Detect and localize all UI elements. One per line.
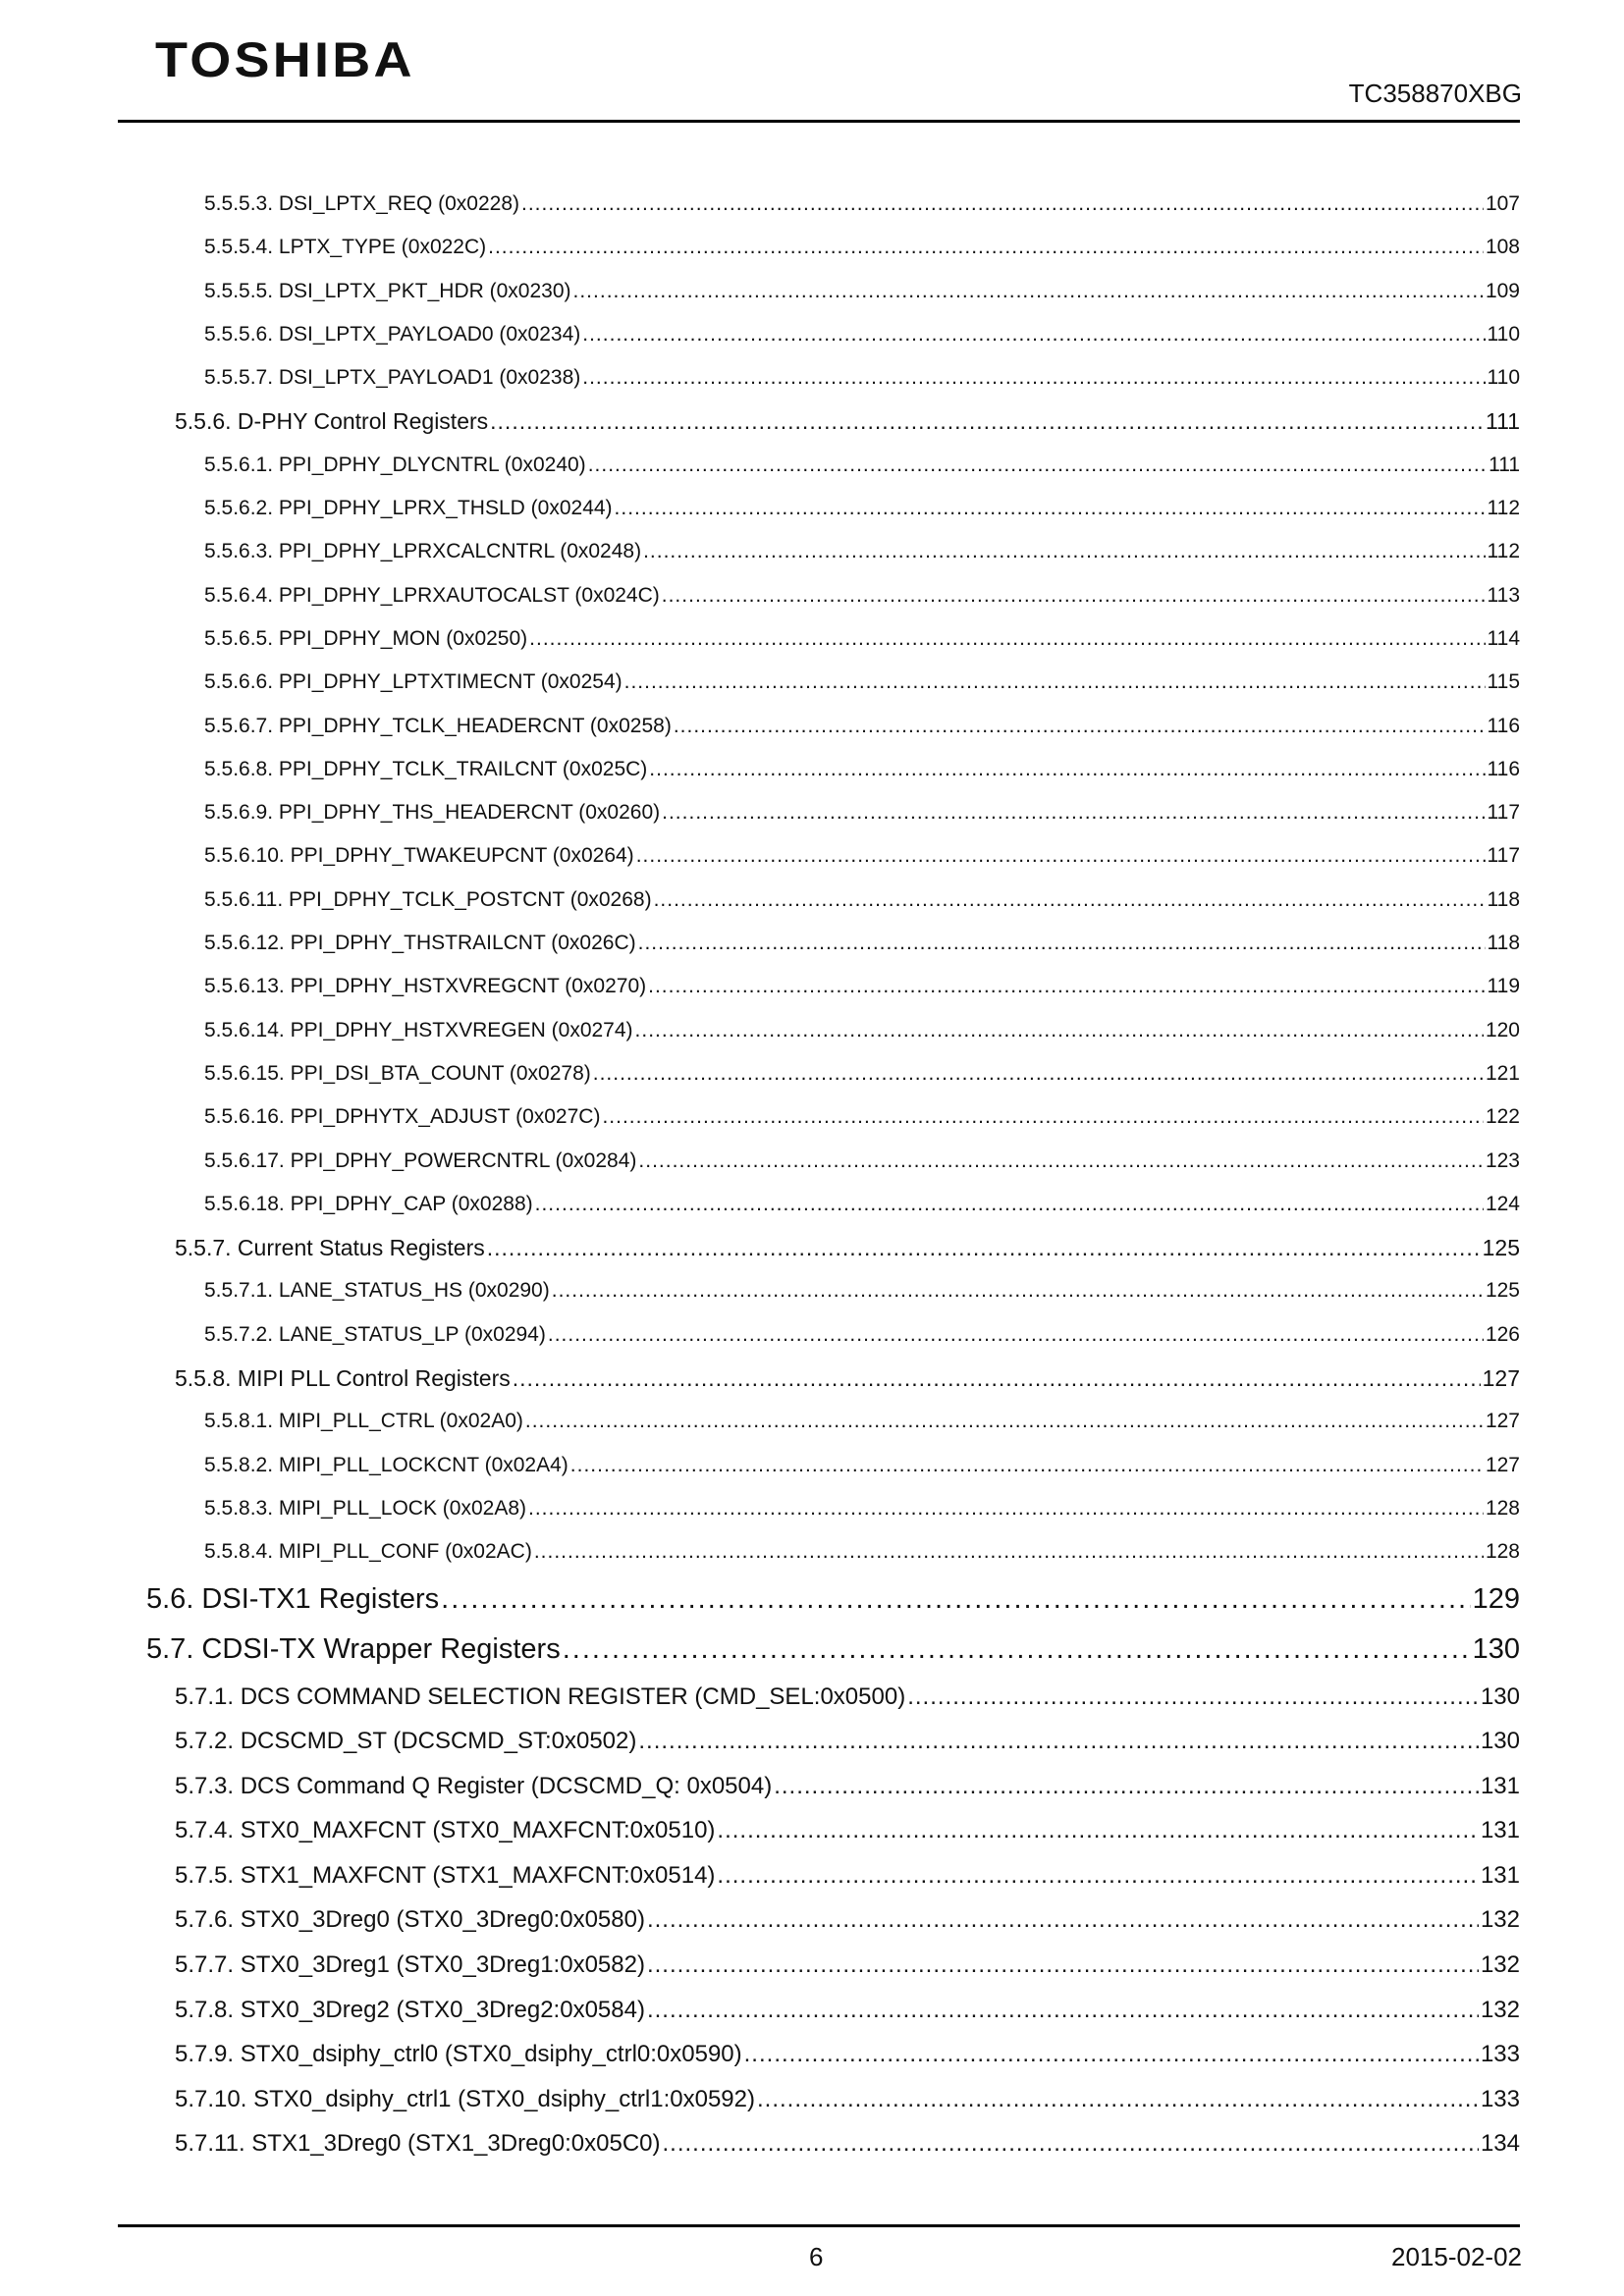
toc-entry-title: 5.5.6. D-PHY Control Registers xyxy=(175,408,489,435)
toc-entry[interactable] xyxy=(0,965,1624,1008)
toc-entry-page: 130 xyxy=(1480,1682,1520,1710)
toc-dot-leader xyxy=(649,748,1485,791)
toc-entry[interactable] xyxy=(0,922,1624,965)
toc-entry[interactable] xyxy=(0,1095,1624,1139)
toc-entry-page: 116 xyxy=(1487,714,1520,737)
toc-entry[interactable] xyxy=(0,1313,1624,1357)
page-number: 6 xyxy=(809,2242,824,2271)
toc-entry-title: 5.5.6.17. PPI_DPHY_POWERCNTRL (0x0284) xyxy=(204,1148,637,1172)
toc-dot-leader xyxy=(638,1140,1484,1183)
toc-dot-leader xyxy=(490,400,1484,443)
toc-entry-page: 134 xyxy=(1480,2130,1520,2158)
toc-entry-title: 5.5.6.9. PPI_DPHY_THS_HEADERCNT (0x0260) xyxy=(204,801,661,825)
toc-entry[interactable] xyxy=(0,400,1624,443)
toc-entry-title: 5.7.9. STX0_dsiphy_ctrl0 (STX0_dsiphy_ctrl0:0x0590) xyxy=(175,2041,742,2068)
document-id: TC358870XBG xyxy=(1348,79,1522,108)
toc-entry-title: 5.6. DSI-TX1 Registers xyxy=(146,1582,440,1615)
toc-entry-page: 110 xyxy=(1487,322,1520,346)
toc-dot-leader xyxy=(744,2032,1479,2077)
toc-dot-leader xyxy=(521,183,1484,226)
toc-dot-leader xyxy=(525,1400,1484,1443)
toc-dot-leader xyxy=(588,444,1487,487)
toc-entry[interactable] xyxy=(0,1400,1624,1443)
toc-entry-title: 5.5.5.3. DSI_LPTX_REQ (0x0228) xyxy=(204,192,519,215)
toc-entry-page: 126 xyxy=(1485,1322,1520,1346)
toc-entry-title: 5.5.6.5. PPI_DPHY_MON (0x0250) xyxy=(204,626,528,650)
toc-entry-page: 127 xyxy=(1482,1365,1520,1392)
toc-dot-leader xyxy=(513,1357,1481,1400)
toc-entry[interactable] xyxy=(0,1530,1624,1574)
toc-entry-page: 127 xyxy=(1485,1453,1520,1476)
toc-entry[interactable] xyxy=(0,1719,1624,1764)
toc-entry-title: 5.7.10. STX0_dsiphy_ctrl1 (STX0_dsiphy_ctrl1:0x0592) xyxy=(175,2085,755,2112)
toc-entry[interactable] xyxy=(0,1357,1624,1400)
toc-entry[interactable] xyxy=(0,1487,1624,1530)
toc-dot-leader xyxy=(570,1444,1484,1487)
toc-entry-page: 128 xyxy=(1485,1540,1520,1564)
toc-entry[interactable] xyxy=(0,487,1624,530)
toc-entry-title: 5.7.5. STX1_MAXFCNT (STX1_MAXFCNT:0x0514) xyxy=(175,1861,716,1889)
toc-dot-leader xyxy=(563,1625,1471,1675)
toc-dot-leader xyxy=(662,791,1485,834)
toc-entry-page: 121 xyxy=(1485,1061,1520,1085)
toc-entry-page: 110 xyxy=(1487,366,1520,390)
toc-entry[interactable] xyxy=(0,226,1624,269)
toc-entry[interactable] xyxy=(0,2032,1624,2077)
toc-entry-title: 5.5.7.1. LANE_STATUS_HS (0x0290) xyxy=(204,1279,550,1303)
toc-entry-page: 118 xyxy=(1487,932,1520,955)
toc-entry-title: 5.5.5.7. DSI_LPTX_PAYLOAD1 (0x0238) xyxy=(204,366,581,390)
toc-entry-page: 112 xyxy=(1487,540,1520,563)
toc-entry[interactable] xyxy=(0,2077,1624,2122)
toc-entry-title: 5.5.6.15. PPI_DSI_BTA_COUNT (0x0278) xyxy=(204,1061,591,1085)
toc-entry[interactable] xyxy=(0,1009,1624,1052)
toc-entry[interactable] xyxy=(0,791,1624,834)
toc-entry[interactable] xyxy=(0,1140,1624,1183)
toc-entry-page: 125 xyxy=(1482,1235,1520,1261)
toc-entry-title: 5.5.6.1. PPI_DPHY_DLYCNTRL (0x0240) xyxy=(204,453,586,476)
toc-entry-title: 5.5.5.5. DSI_LPTX_PKT_HDR (0x0230) xyxy=(204,279,571,302)
toc-entry[interactable] xyxy=(0,183,1624,226)
toc-entry-title: 5.5.5.6. DSI_LPTX_PAYLOAD0 (0x0234) xyxy=(204,322,581,346)
toc-entry-page: 117 xyxy=(1487,844,1520,868)
toc-entry[interactable] xyxy=(0,1052,1624,1095)
footer-rule xyxy=(118,2224,1520,2227)
toc-dot-leader xyxy=(535,1183,1484,1226)
toc-entry-page: 127 xyxy=(1485,1410,1520,1433)
toc-entry-title: 5.5.5.4. LPTX_TYPE (0x022C) xyxy=(204,236,487,259)
toc-entry[interactable] xyxy=(0,574,1624,617)
toc-dot-leader xyxy=(635,1009,1484,1052)
toc-entry[interactable] xyxy=(0,530,1624,573)
toc-dot-leader xyxy=(907,1675,1479,1720)
toc-entry-page: 120 xyxy=(1485,1018,1520,1041)
toc-entry[interactable] xyxy=(0,834,1624,878)
toc-entry-title: 5.7.11. STX1_3Dreg0 (STX1_3Dreg0:0x05C0) xyxy=(175,2130,661,2158)
toc-entry[interactable] xyxy=(0,879,1624,922)
toc-entry-page: 109 xyxy=(1485,279,1520,302)
toc-entry-page: 115 xyxy=(1487,670,1520,694)
toc-dot-leader xyxy=(774,1764,1479,1809)
toc-entry[interactable] xyxy=(0,270,1624,313)
toc-entry-title: 5.5.8.1. MIPI_PLL_CTRL (0x02A0) xyxy=(204,1410,523,1433)
toc-entry-title: 5.7.1. DCS COMMAND SELECTION REGISTER (CMD_SEL:0x0500) xyxy=(175,1682,906,1710)
toc-entry[interactable] xyxy=(0,661,1624,704)
toc-entry-page: 128 xyxy=(1485,1496,1520,1520)
toc-dot-leader xyxy=(717,1808,1479,1853)
toc-entry[interactable] xyxy=(0,1943,1624,1988)
toc-entry[interactable] xyxy=(0,1183,1624,1226)
footer-date: 2015-02-02 xyxy=(1391,2242,1522,2271)
toc-entry-title: 5.5.6.16. PPI_DPHYTX_ADJUST (0x027C) xyxy=(204,1105,601,1129)
toc-dot-leader xyxy=(643,530,1485,573)
toc-dot-leader xyxy=(662,574,1486,617)
toc-dot-leader xyxy=(582,313,1485,356)
toc-entry-title: 5.5.8.3. MIPI_PLL_LOCK (0x02A8) xyxy=(204,1496,527,1520)
toc-entry-page: 132 xyxy=(1480,1996,1520,2023)
table-of-contents xyxy=(0,183,1624,2166)
toc-entry[interactable] xyxy=(0,705,1624,748)
toc-entry-page: 114 xyxy=(1487,626,1520,650)
toc-entry[interactable] xyxy=(0,313,1624,356)
toc-entry-page: 113 xyxy=(1487,583,1520,607)
toc-dot-leader xyxy=(602,1095,1484,1139)
toc-dot-leader xyxy=(638,922,1486,965)
toc-entry-title: 5.5.6.18. PPI_DPHY_CAP (0x0288) xyxy=(204,1192,533,1215)
toc-dot-leader xyxy=(647,1988,1479,2033)
toc-entry-page: 131 xyxy=(1480,1817,1520,1844)
toc-dot-leader xyxy=(757,2077,1479,2122)
toc-entry-page: 132 xyxy=(1480,1951,1520,1979)
toc-entry-page: 133 xyxy=(1480,2041,1520,2068)
toc-entry-page: 130 xyxy=(1480,1728,1520,1755)
toc-entry[interactable] xyxy=(0,1269,1624,1312)
toc-entry-page: 133 xyxy=(1480,2085,1520,2112)
toc-dot-leader xyxy=(441,1575,1470,1625)
toc-entry[interactable] xyxy=(0,1808,1624,1853)
toc-entry[interactable] xyxy=(0,748,1624,791)
toc-entry-page: 117 xyxy=(1487,801,1520,825)
toc-entry-title: 5.5.6.4. PPI_DPHY_LPRXAUTOCALST (0x024C) xyxy=(204,583,660,607)
toc-entry-title: 5.7.2. DCSCMD_ST (DCSCMD_ST:0x0502) xyxy=(175,1728,637,1755)
toc-entry-title: 5.7. CDSI-TX Wrapper Registers xyxy=(146,1632,561,1665)
toc-dot-leader xyxy=(573,270,1484,313)
toc-dot-leader xyxy=(624,661,1486,704)
header-rule xyxy=(118,120,1520,123)
toc-entry-title: 5.5.6.8. PPI_DPHY_TCLK_TRAILCNT (0x025C) xyxy=(204,757,648,780)
toc-entry-title: 5.5.6.6. PPI_DPHY_LPTXTIMECNT (0x0254) xyxy=(204,670,623,694)
toc-dot-leader xyxy=(529,617,1485,661)
toc-dot-leader xyxy=(534,1530,1484,1574)
toc-entry[interactable] xyxy=(0,2121,1624,2166)
toc-entry-page: 122 xyxy=(1485,1105,1520,1129)
toc-entry-page: 123 xyxy=(1485,1148,1520,1172)
toc-entry-page: 118 xyxy=(1487,887,1520,911)
toc-entry[interactable] xyxy=(0,1853,1624,1898)
toc-entry-title: 5.5.6.14. PPI_DPHY_HSTXVREGEN (0x0274) xyxy=(204,1018,633,1041)
toc-entry-title: 5.7.3. DCS Command Q Register (DCSCMD_Q: 0x0504) xyxy=(175,1772,773,1799)
toc-entry-title: 5.5.6.11. PPI_DPHY_TCLK_POSTCNT (0x0268) xyxy=(204,887,652,911)
toc-entry[interactable] xyxy=(0,1764,1624,1809)
toc-entry-page: 119 xyxy=(1487,975,1520,998)
toc-entry-page: 131 xyxy=(1480,1861,1520,1889)
toc-entry[interactable] xyxy=(0,356,1624,400)
toc-entry-title: 5.5.6.3. PPI_DPHY_LPRXCALCNTRL (0x0248) xyxy=(204,540,642,563)
toc-entry-page: 107 xyxy=(1485,192,1520,215)
toc-entry-title: 5.5.7. Current Status Registers xyxy=(175,1235,485,1261)
toc-entry[interactable] xyxy=(0,1675,1624,1720)
toc-entry[interactable] xyxy=(0,1444,1624,1487)
toc-dot-leader xyxy=(488,226,1484,269)
toc-entry-title: 5.5.8. MIPI PLL Control Registers xyxy=(175,1365,511,1392)
toc-entry-title: 5.7.7. STX0_3Dreg1 (STX0_3Dreg1:0x0582) xyxy=(175,1951,645,1979)
toc-dot-leader xyxy=(647,1943,1479,1988)
toc-entry-page: 112 xyxy=(1487,497,1520,520)
toc-dot-leader xyxy=(648,965,1485,1008)
toc-entry-title: 5.7.4. STX0_MAXFCNT (STX0_MAXFCNT:0x0510) xyxy=(175,1817,716,1844)
toc-dot-leader xyxy=(674,705,1486,748)
toc-dot-leader xyxy=(663,2121,1479,2166)
toc-entry-page: 130 xyxy=(1472,1632,1520,1665)
toc-entry-page: 129 xyxy=(1472,1582,1520,1615)
toc-dot-leader xyxy=(654,879,1486,922)
toc-dot-leader xyxy=(615,487,1486,530)
toc-dot-leader xyxy=(647,1897,1479,1943)
toc-dot-leader xyxy=(636,834,1486,878)
toc-entry-page: 124 xyxy=(1485,1192,1520,1215)
toc-entry[interactable] xyxy=(0,1988,1624,2033)
toc-entry-page: 111 xyxy=(1489,453,1520,476)
toc-entry-page: 111 xyxy=(1486,408,1520,435)
toc-entry[interactable] xyxy=(0,1226,1624,1269)
toshiba-logo: TOSHIBA xyxy=(155,32,415,87)
toc-entry-page: 108 xyxy=(1485,236,1520,259)
toc-dot-leader xyxy=(717,1853,1479,1898)
toc-dot-leader xyxy=(528,1487,1484,1530)
toc-entry-title: 5.5.6.13. PPI_DPHY_HSTXVREGCNT (0x0270) xyxy=(204,975,647,998)
toc-entry[interactable] xyxy=(0,1575,1624,1625)
toc-entry-page: 116 xyxy=(1487,757,1520,780)
toc-entry-title: 5.5.8.4. MIPI_PLL_CONF (0x02AC) xyxy=(204,1540,532,1564)
toc-dot-leader xyxy=(593,1052,1484,1095)
toc-entry[interactable] xyxy=(0,1897,1624,1943)
toc-dot-leader xyxy=(548,1313,1484,1357)
toc-entry-title: 5.5.6.12. PPI_DPHY_THSTRAILCNT (0x026C) xyxy=(204,932,636,955)
toc-entry-title: 5.5.8.2. MIPI_PLL_LOCKCNT (0x02A4) xyxy=(204,1453,568,1476)
toc-entry-page: 132 xyxy=(1480,1906,1520,1934)
toc-entry-title: 5.5.6.2. PPI_DPHY_LPRX_THSLD (0x0244) xyxy=(204,497,613,520)
toc-entry[interactable] xyxy=(0,444,1624,487)
toc-entry-page: 125 xyxy=(1485,1279,1520,1303)
toc-entry-title: 5.5.6.7. PPI_DPHY_TCLK_HEADERCNT (0x0258) xyxy=(204,714,672,737)
toc-entry-title: 5.5.7.2. LANE_STATUS_LP (0x0294) xyxy=(204,1322,546,1346)
toc-entry-title: 5.5.6.10. PPI_DPHY_TWAKEUPCNT (0x0264) xyxy=(204,844,634,868)
toc-entry-title: 5.7.8. STX0_3Dreg2 (STX0_3Dreg2:0x0584) xyxy=(175,1996,645,2023)
toc-dot-leader xyxy=(552,1269,1484,1312)
toc-dot-leader xyxy=(582,356,1485,400)
toc-dot-leader xyxy=(487,1226,1481,1269)
toc-entry-title: 5.7.6. STX0_3Dreg0 (STX0_3Dreg0:0x0580) xyxy=(175,1906,645,1934)
toc-dot-leader xyxy=(638,1719,1479,1764)
toc-entry-page: 131 xyxy=(1480,1772,1520,1799)
toc-entry[interactable] xyxy=(0,617,1624,661)
toc-entry[interactable] xyxy=(0,1625,1624,1675)
